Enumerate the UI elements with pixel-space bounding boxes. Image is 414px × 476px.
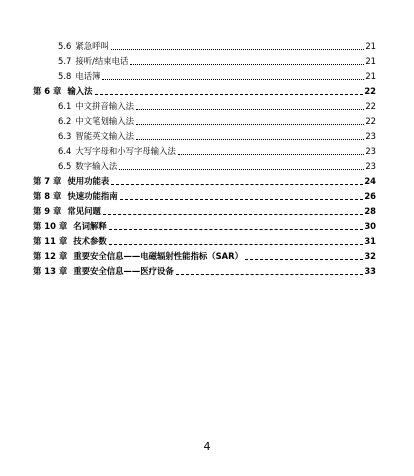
toc-chapter-number: 第 6 章 [33, 86, 62, 96]
dot-leader [136, 124, 364, 125]
toc-chapter-page: 22 [364, 86, 376, 96]
toc-entry-page: 22 [365, 116, 376, 126]
toc-entry-title: 智能英文输入法 [75, 131, 134, 141]
dash-leader [111, 184, 363, 185]
toc-entry-number: 5.7 [58, 56, 72, 66]
dash-leader [245, 259, 363, 260]
toc-chapter-9[interactable] [33, 205, 376, 218]
toc-entry-number: 6.1 [58, 101, 72, 111]
toc-chapter-number: 第 9 章 [33, 206, 62, 216]
toc-entry-page: 23 [365, 146, 376, 156]
dot-leader [178, 154, 365, 155]
toc-entry-page: 21 [365, 41, 376, 51]
toc-entry-6-5[interactable] [58, 160, 376, 173]
toc-entry-number: 6.2 [58, 116, 72, 126]
toc-entry-6-3[interactable] [58, 130, 376, 143]
toc-entry-number: 5.6 [58, 41, 72, 51]
toc-chapter-11[interactable] [33, 235, 376, 248]
toc-chapter-13[interactable] [33, 265, 376, 278]
dot-leader [111, 49, 365, 50]
toc-entry-page: 22 [365, 101, 376, 111]
toc-entry-5-7[interactable] [58, 55, 376, 68]
toc-entry-number: 6.5 [58, 161, 72, 171]
toc-entry-number: 6.4 [58, 146, 72, 156]
dot-leader [119, 169, 364, 170]
toc-chapter-title: 重要安全信息——电磁辐射性能指标（SAR） [73, 251, 243, 261]
toc-entry-number: 5.8 [58, 71, 72, 81]
toc-chapter-title: 技术参数 [73, 236, 107, 246]
toc-entry-title: 电话簿 [75, 71, 101, 81]
toc-chapter-page: 33 [364, 266, 376, 276]
toc-chapter-page: 28 [364, 206, 376, 216]
toc-entry-6-2[interactable] [58, 115, 376, 128]
toc-chapter-12[interactable] [33, 250, 376, 263]
toc-entry-page: 23 [365, 131, 376, 141]
page-number: 4 [203, 440, 211, 453]
toc-chapter-page: 31 [364, 236, 376, 246]
toc-entry-number: 6.3 [58, 131, 72, 141]
toc-entry-title: 紧急呼叫 [75, 41, 109, 51]
toc-chapter-title: 名词解释 [73, 221, 107, 231]
dot-leader [136, 139, 364, 140]
toc-entry-page: 21 [365, 71, 376, 81]
toc-chapter-page: 24 [364, 176, 376, 186]
toc-chapter-number: 第 13 章 [33, 266, 68, 276]
toc-entry-page: 23 [365, 161, 376, 171]
toc-entry-page: 21 [365, 56, 376, 66]
toc-entry-title: 中文笔划输入法 [75, 116, 134, 126]
toc-chapter-title: 输入法 [67, 86, 93, 96]
dash-leader [120, 199, 364, 200]
toc-chapter-number: 第 12 章 [33, 251, 68, 261]
dash-leader [109, 244, 364, 245]
toc-chapter-title: 常见问题 [67, 206, 101, 216]
toc-entry-6-4[interactable] [58, 145, 376, 158]
dot-leader [130, 64, 364, 65]
toc-chapter-title: 重要安全信息——医疗设备 [73, 266, 174, 276]
dot-leader [136, 109, 364, 110]
toc-entry-6-1[interactable] [58, 100, 376, 113]
toc-chapter-number: 第 7 章 [33, 176, 62, 186]
dot-leader [102, 79, 364, 80]
dash-leader [95, 94, 364, 95]
toc-chapter-title: 使用功能表 [67, 176, 110, 186]
toc-chapter-title: 快速功能指南 [67, 191, 118, 201]
toc-chapter-number: 第 8 章 [33, 191, 62, 201]
dash-leader [109, 229, 364, 230]
toc-chapter-page: 32 [364, 251, 376, 261]
toc-chapter-number: 第 10 章 [33, 221, 68, 231]
toc-chapter-number: 第 11 章 [33, 236, 68, 246]
toc-chapter-6[interactable] [33, 85, 376, 98]
toc-entry-title: 中文拼音输入法 [75, 101, 134, 111]
toc-chapter-10[interactable] [33, 220, 376, 233]
toc-entry-5-6[interactable] [58, 40, 376, 53]
toc-entry-5-8[interactable] [58, 70, 376, 83]
toc-chapter-7[interactable] [33, 175, 376, 188]
dash-leader [103, 214, 363, 215]
toc-chapter-8[interactable] [33, 190, 376, 203]
toc-chapter-page: 26 [364, 191, 376, 201]
toc-chapter-page: 30 [364, 221, 376, 231]
dash-leader [176, 274, 364, 275]
toc-entry-title: 大写字母和小写字母输入法 [75, 146, 176, 156]
toc-entry-title: 接听/结束电话 [75, 56, 129, 66]
toc-entry-title: 数字输入法 [75, 161, 118, 171]
